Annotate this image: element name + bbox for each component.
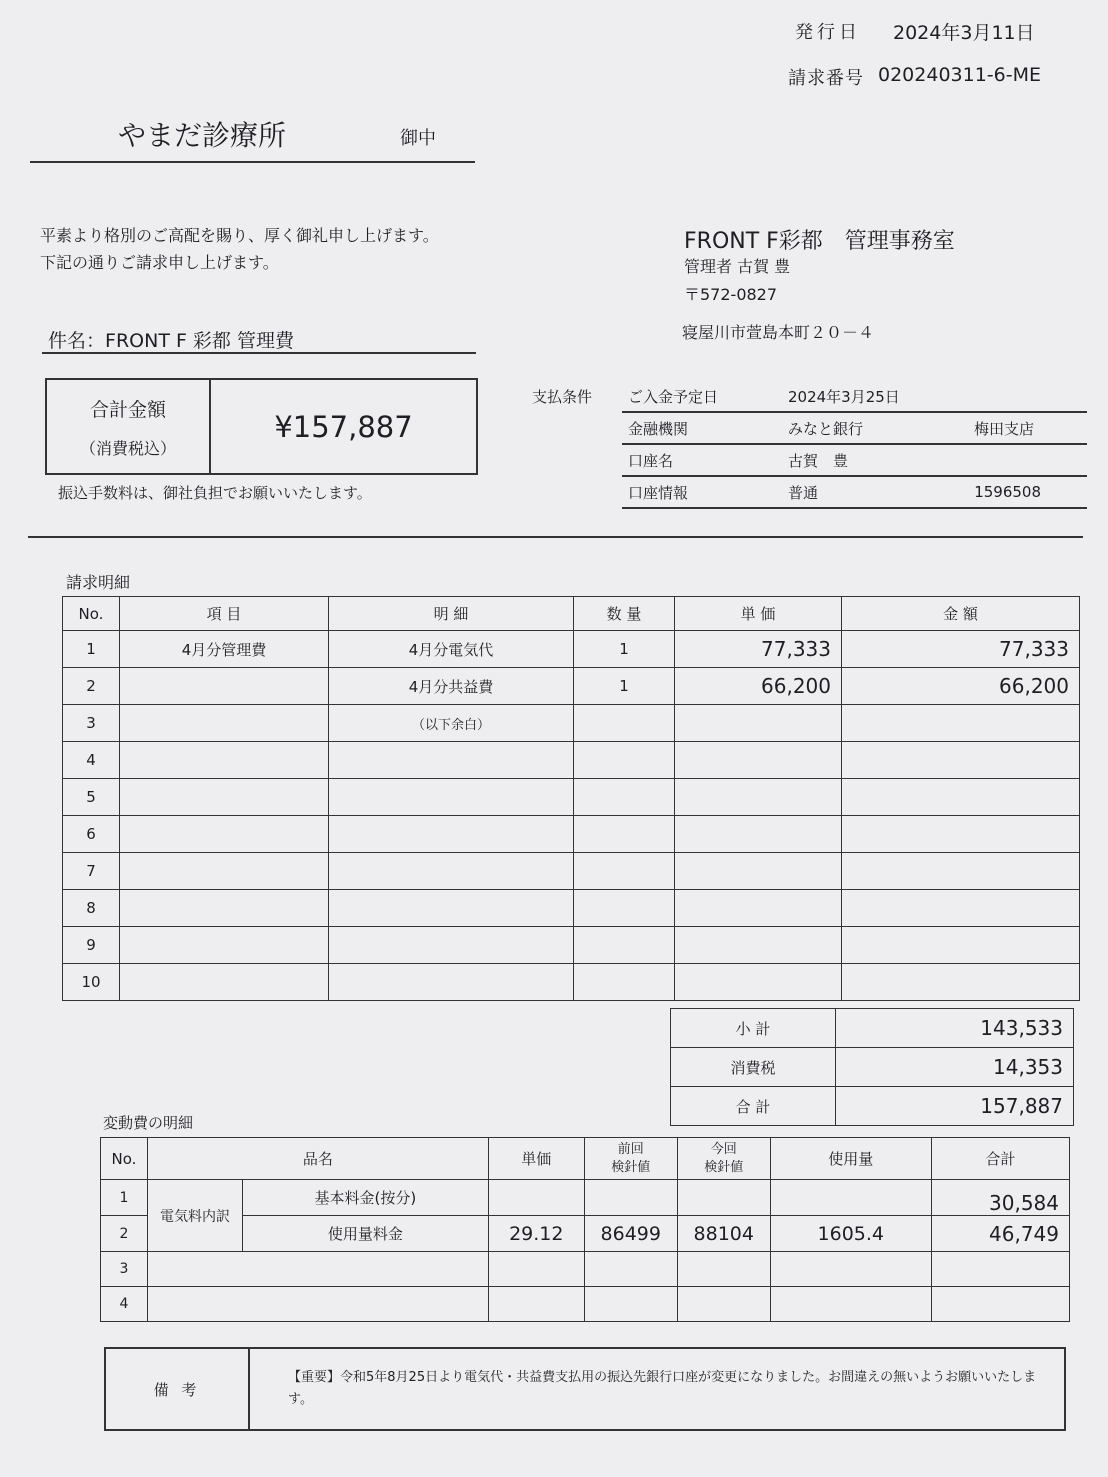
greeting-line-1: 平素より格別のご高配を賜り、厚く御礼申し上げます。 bbox=[40, 226, 439, 245]
totals-table bbox=[670, 1008, 1074, 1126]
tax-value: 14,353 bbox=[836, 1048, 1074, 1087]
greeting bbox=[40, 222, 439, 276]
table-row: 9 bbox=[63, 927, 1080, 964]
payment-conditions-label: 支払条件 bbox=[532, 388, 593, 406]
details-title: 請求明細 bbox=[66, 573, 131, 592]
variable-title: 変動費の明細 bbox=[103, 1114, 194, 1132]
grand-total-row bbox=[671, 1087, 1074, 1126]
subject-value: FRONT F 彩都 管理費 bbox=[105, 330, 294, 352]
table-row: 6 bbox=[63, 816, 1080, 853]
total-amount-label: 合計金額 bbox=[89, 398, 166, 421]
table-row: 3 （以下余白） bbox=[63, 705, 1080, 742]
addressee-underline bbox=[30, 161, 475, 163]
table-row: 1 4月分管理費 4月分電気代 1 77,333 77,333 bbox=[63, 631, 1080, 668]
issuer-company: FRONT F彩都 管理事務室 bbox=[684, 229, 955, 254]
table-row: 7 bbox=[63, 853, 1080, 890]
transfer-fee-note: 振込手数料は、御社負担でお願いいたします。 bbox=[58, 484, 372, 502]
table-row: 4 bbox=[101, 1287, 1070, 1322]
section-divider bbox=[28, 536, 1083, 538]
details-table: No. 項 目 明 細 数 量 単 価 金 額 1 4月分管理費 4月分電気代 1 77,333 77,333 2 4月分共益費 1 66,200 66,200 3 （以下余白） 4 5 6 7 8 9 10 bbox=[62, 596, 1080, 1001]
total-tax-note: （消費税込） bbox=[79, 438, 176, 458]
greeting-line-2: 下記の通りご請求申し上げます。 bbox=[40, 253, 279, 272]
table-row: 5 bbox=[63, 779, 1080, 816]
grand-total-value: 157,887 bbox=[836, 1087, 1074, 1126]
total-amount-box bbox=[45, 378, 478, 475]
table-row: 4 bbox=[63, 742, 1080, 779]
payment-row: ご入金予定日 2024年3月25日 bbox=[622, 381, 1087, 412]
issuer-manager: 管理者 古賀 豊 bbox=[684, 257, 791, 276]
remarks-text: 【重要】令和5年8月25日より電気代・共益費支払用の振込先銀行口座が変更になりました。お間違えの無いようお願いいたします。 bbox=[249, 1348, 1065, 1430]
subtotal-value: 143,533 bbox=[836, 1009, 1074, 1048]
table-row: 10 bbox=[63, 964, 1080, 1001]
table-row: 2 4月分共益費 1 66,200 66,200 bbox=[63, 668, 1080, 705]
subject bbox=[48, 326, 294, 353]
subtotal-row bbox=[671, 1009, 1074, 1048]
table-row: 2 使用量料金 29.12 86499 88104 1605.4 46,749 bbox=[101, 1216, 1070, 1252]
invoice-number-label: 請求番号 bbox=[788, 68, 864, 89]
table-row: 1 電気料内訳 基本料金(按分) 30,584 bbox=[101, 1180, 1070, 1216]
grand-total-label: 合 計 bbox=[671, 1087, 836, 1126]
subject-underline bbox=[42, 352, 476, 354]
total-amount: ¥157,887 bbox=[210, 379, 477, 474]
payment-row: 口座情報 普通 1596508 bbox=[622, 476, 1087, 508]
payment-row: 口座名 古賀 豊 bbox=[622, 444, 1087, 476]
subtotal-label: 小 計 bbox=[671, 1009, 836, 1048]
table-row: 8 bbox=[63, 890, 1080, 927]
invoice-number: 020240311-6-ME bbox=[878, 64, 1041, 86]
payment-row: 金融機関 みなと銀行 梅田支店 bbox=[622, 412, 1087, 444]
issuer-postal: 〒572-0827 bbox=[684, 285, 778, 304]
issuer-address: 寝屋川市萱島本町２０－４ bbox=[682, 323, 875, 342]
electricity-breakdown-label: 電気料内訳 bbox=[148, 1180, 243, 1252]
remarks-label: 備 考 bbox=[105, 1348, 249, 1430]
variable-cost-table: No. 品名 単価 前回 検針値 今回 検針値 使用量 合計 1 電気料内訳 基本料金(按分) 30,584 2 使用量料金 29.12 86499 88104 1605.4 46,749 3 4 bbox=[100, 1137, 1070, 1322]
addressee-honorific: 御中 bbox=[400, 128, 436, 149]
issue-date-label: 発行日 bbox=[795, 22, 861, 43]
payment-conditions-table bbox=[622, 381, 1087, 509]
addressee-name: やまだ診療所 bbox=[118, 119, 287, 152]
tax-label: 消費税 bbox=[671, 1048, 836, 1087]
table-row: 3 bbox=[101, 1252, 1070, 1287]
subject-label: 件名： bbox=[48, 330, 106, 352]
issue-date: 2024年3月11日 bbox=[893, 22, 1035, 44]
remarks-box bbox=[104, 1347, 1066, 1431]
tax-row bbox=[671, 1048, 1074, 1087]
